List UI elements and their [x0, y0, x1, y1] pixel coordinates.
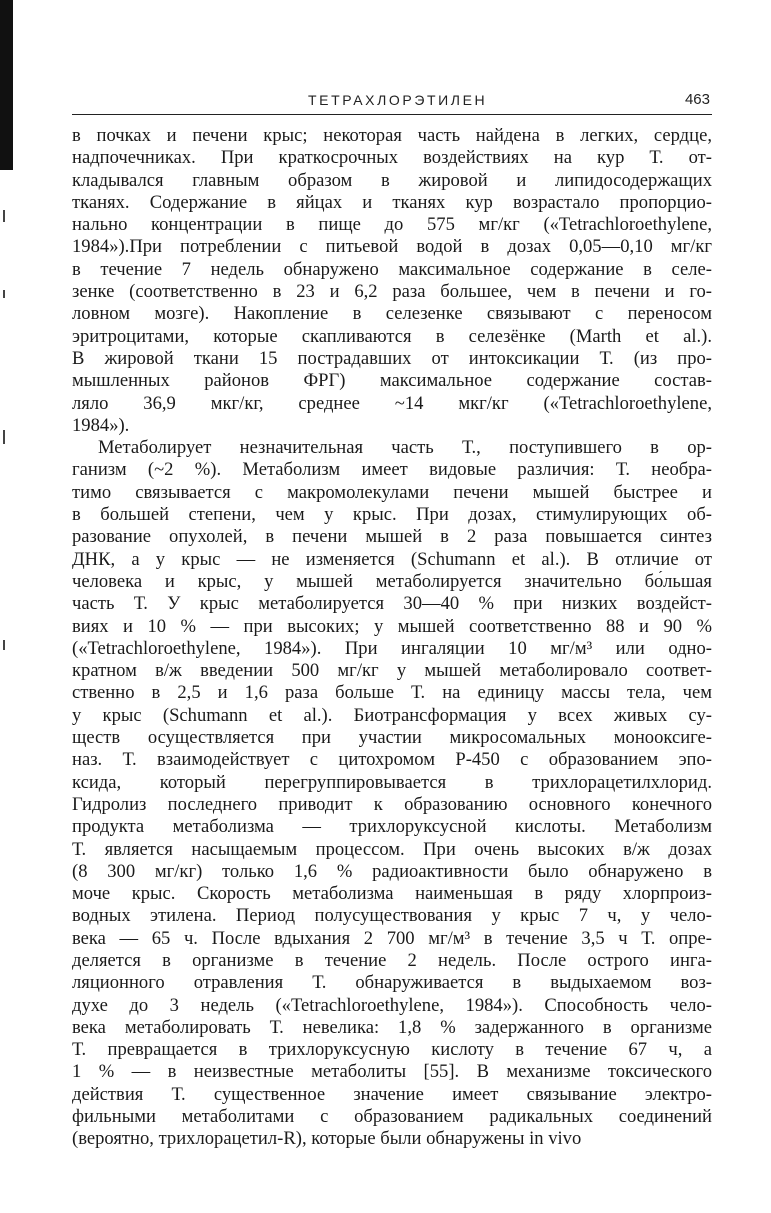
- text-line: ществ осуществляется при участии микросомальных монооксиге-: [72, 727, 712, 749]
- paragraph-list: [72, 125, 712, 1151]
- text-line: (вероятно, трихлорацетил-R), которые были обнаружены in vivo: [72, 1128, 582, 1150]
- text-line: виях и 10 % — при высоких; у мышей соответственно 88 и 90 %: [72, 615, 712, 637]
- text-line: кратном в/ж введении 500 мг/кг у мышей метаболировало соответ-: [72, 660, 712, 682]
- text-line: надпочечниках. При краткосрочных воздействиях на кур Т. от-: [72, 147, 712, 169]
- running-title: ТЕТРАХЛОРЭТИЛЕН: [308, 92, 488, 108]
- text-line: В жировой ткани 15 пострадавших от интоксикации Т. (из про-: [72, 347, 712, 369]
- text-line: Т. является насыщаемым процессом. При очень высоких в/ж дозах: [72, 838, 712, 860]
- text-line: века метаболировать Т. невелика: 1,8 % задержанного в организме: [72, 1016, 712, 1038]
- book-page: [72, 88, 712, 1151]
- text-line: ДНК, а у крыс — не изменяется (Schumann et al.). В отличие от: [72, 548, 712, 570]
- text-line: человека и крыс, у мышей метаболируется значительно бо́льшая: [72, 570, 712, 592]
- text-line: духе до 3 недель («Tetrachloroethylene, 1984»). Способность чело-: [72, 994, 712, 1016]
- text-line: 1984»).: [72, 414, 130, 436]
- body-text: [72, 125, 712, 1151]
- text-line: часть Т. У крыс метаболируется 30—40 % при низких воздейст-: [72, 593, 712, 615]
- text-line: в почках и печени крыс; некоторая часть найдена в легких, сердце,: [72, 125, 712, 146]
- text-line: разование опухолей, в печени мышей в 2 раза повышается синтез: [72, 526, 712, 548]
- text-line: ксида, который перегруппировывается в трихлорацетилхлорид.: [72, 771, 712, 793]
- text-line: деляется в организме в течение 2 недель. После острого инга-: [72, 949, 712, 971]
- text-line: ляционного отравления Т. обнаруживается в выдыхаемом воз-: [72, 972, 712, 994]
- text-line: 1 % — в неизвестные метаболиты [55]. В механизме токсического: [72, 1061, 712, 1083]
- text-line: водных этилена. Период полусуществования у крыс 7 ч, у чело-: [72, 905, 712, 927]
- text-line: ляло 36,9 мкг/кг, среднее ~14 мкг/кг («Tetrachloroethylene,: [72, 392, 712, 414]
- text-line: ственно в 2,5 и 1,6 раза больше Т. на единицу массы тела, чем: [72, 682, 712, 704]
- text-line: («Tetrachloroethylene, 1984»). При ингаляции 10 мг/м³ или одно-: [72, 637, 712, 659]
- scan-margin-marks: [3, 170, 5, 670]
- text-line: наз. Т. взаимодействует с цитохромом Р-450 с образованием эпо-: [72, 749, 712, 771]
- text-line: действия Т. существенное значение имеет связывание электро-: [72, 1083, 712, 1105]
- text-line: мышленных районов ФРГ) максимальное содержание состав-: [72, 370, 712, 392]
- text-line: ловном мозге). Накопление в селезенке связывают с переносом: [72, 303, 712, 325]
- text-line: Т. превращается в трихлоруксусную кислоту в течение 67 ч, а: [72, 1039, 712, 1061]
- text-line: 1984»).При потреблении с питьевой водой в дозах 0,05—0,10 мг/кг: [72, 236, 712, 258]
- paragraph: [72, 437, 712, 1151]
- text-line: продукта метаболизма — трихлоруксусной кислоты. Метаболизм: [72, 816, 712, 838]
- text-line: тимо связывается с макромолекулами печени мышей быстрее и: [72, 481, 712, 503]
- text-line: в большей степени, чем у крыс. При дозах, стимулирующих об-: [72, 504, 712, 526]
- text-line: эритроцитами, которые скапливаются в селезёнке (Marth et al.).: [72, 325, 712, 347]
- text-line: в течение 7 недель обнаружено максимальное содержание в селе-: [72, 258, 712, 280]
- text-line: (8 300 мг/кг) только 1,6 % радиоактивности было обнаружено в: [72, 860, 712, 882]
- text-line: Метаболирует незначительная часть Т., поступившего в ор-: [98, 437, 712, 459]
- running-header: [72, 88, 712, 115]
- text-line: Гидролиз последнего приводит к образованию основного конечного: [72, 793, 712, 815]
- text-line: ганизм (~2 %). Метаболизм имеет видовые различия: Т. необра-: [72, 459, 712, 481]
- text-line: зенке (соответственно в 23 и 6,2 раза большее, чем в печени и го-: [72, 281, 712, 303]
- text-line: фильными метаболитами с образованием радикальных соединений: [72, 1106, 712, 1128]
- scan-binding-edge: [0, 0, 13, 170]
- text-line: моче крыс. Скорость метаболизма наименьшая в ряду хлорпроиз-: [72, 883, 712, 905]
- text-line: у крыс (Schumann et al.). Биотрансформация у всех живых су-: [72, 704, 712, 726]
- text-line: кладывался главным образом в жировой и липидосодержащих: [72, 169, 712, 191]
- text-line: века — 65 ч. После вдыхания 2 700 мг/м³ в течение 3,5 ч Т. опре-: [72, 927, 712, 949]
- page-number: 463: [684, 91, 710, 108]
- text-line: тканях. Содержание в яйцах и тканях кур возрастало пропорцио-: [72, 191, 712, 213]
- paragraph: [72, 125, 712, 437]
- text-line: нально концентрации в пище до 575 мг/кг («Tetrachloroethylene,: [72, 214, 712, 236]
